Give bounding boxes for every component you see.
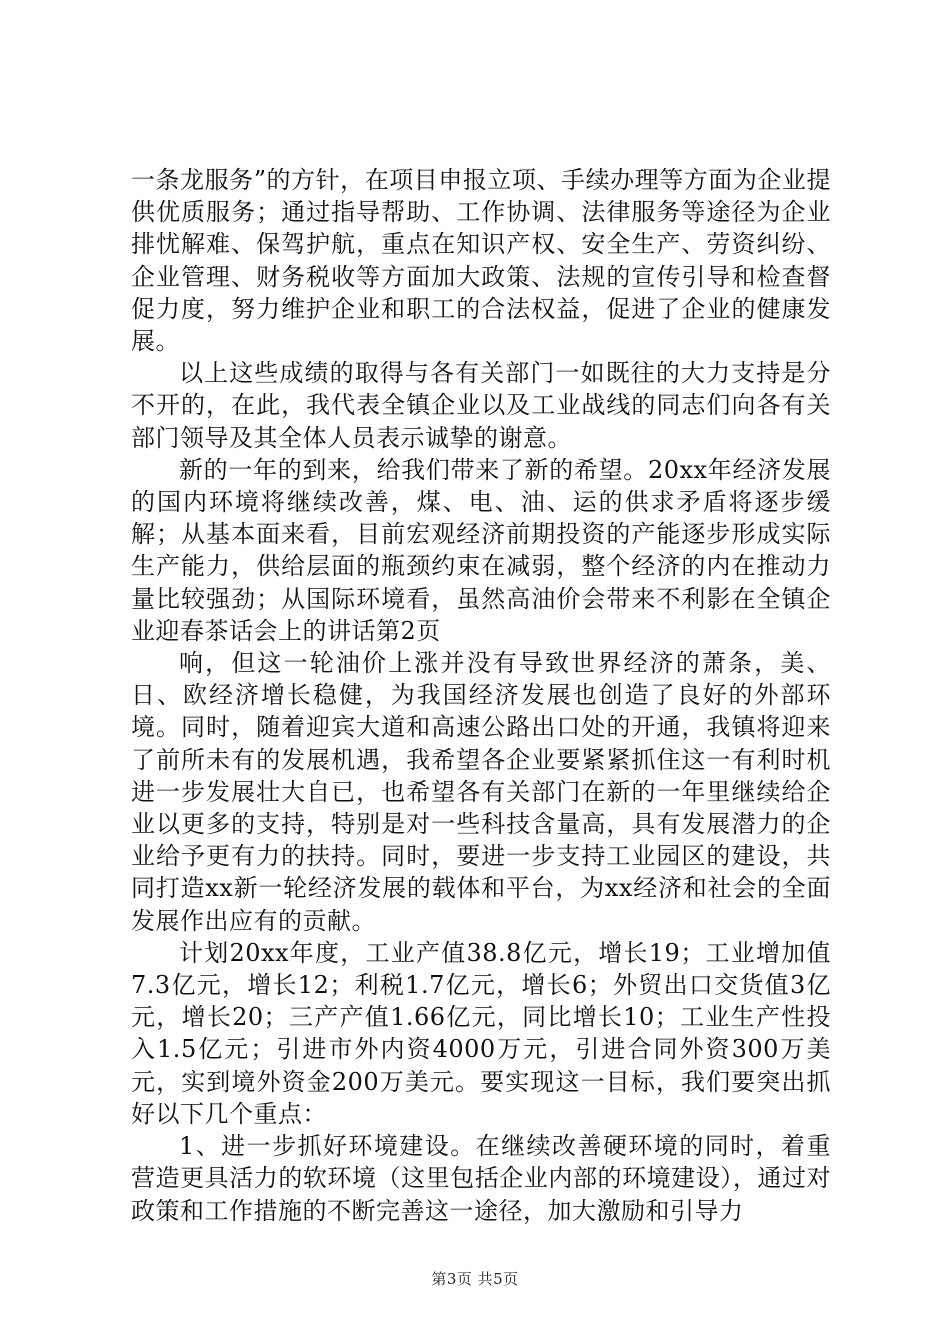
paragraph-4: 响，但这一轮油价上涨并没有导致世界经济的萧条，美、日、欧经济增长稳健，为我国经济发展也创造了良好的外部环境。同时，随着迎宾大道和高速公路出口处的开通，我镇将迎来了前所未有的发展机遇，我希望各企业要紧紧抓住这一有利时机进一步发展壮大自已，也希望各有关部门在新的一年里继续给企业以更多的支持，特别是对一些科技含量高，具有发展潜力的企业给予更有力的扶持。同时，要进一步支持工业园区的建设，共同打造xx新一轮经济发展的载体和平台，为xx经济和社会的全面发展作出应有的贡献。 xyxy=(131,649,831,935)
paragraph-3: 新的一年的到来，给我们带来了新的希望。20xx年经济发展的国内环境将继续改善，煤、电、油、运的供求矛盾将逐步缓解；从基本面来看，目前宏观经济前期投资的产能逐步形成实际生产能力，供给层面的瓶颈约束在减弱，整个经济的内在推动力量比较强劲；从国际环境看，虽然高油价会带来不利影在全镇企业迎春茶话会上的讲话第2页 xyxy=(131,455,831,645)
paragraph-2: 以上这些成绩的取得与各有关部门一如既往的大力支持是分不开的，在此，我代表全镇企业以及工业战线的同志们向各有关部门领导及其全体人员表示诚挚的谢意。 xyxy=(131,359,831,452)
page-footer: 第3页 共5页 xyxy=(431,1270,519,1288)
paragraph-5: 计划20xx年度，工业产值38.8亿元，增长19；工业增加值7.3亿元，增长12；利税1.7亿元，增长6；外贸出口交货值3亿元，增长20；三产产值1.66亿元，同比增长10；工业生产性投入1.5亿元；引进市外内资4000万元，引进合同外资300万美元，实到境外资金200万美元。要实现这一目标，我们要突出抓好以下几个重点： xyxy=(131,938,831,1128)
body-text xyxy=(131,164,831,1227)
paragraph-1: 一条龙服务”的方针，在项目申报立项、手续办理等方面为企业提供优质服务；通过指导帮助、工作协调、法律服务等途径为企业排忧解难、保驾护航，重点在知识产权、安全生产、劳资纠纷、企业管理、财务税收等方面加大政策、法规的宣传引导和检查督促力度，努力维护企业和职工的合法权益，促进了企业的健康发展。 xyxy=(131,166,831,356)
paragraph-6: 1、进一步抓好环境建设。在继续改善硬环境的同时，着重营造更具活力的软环境（这里包括企业内部的环境建设），通过对政策和工作措施的不断完善这一途径，加大激励和引导力 xyxy=(131,1132,831,1225)
